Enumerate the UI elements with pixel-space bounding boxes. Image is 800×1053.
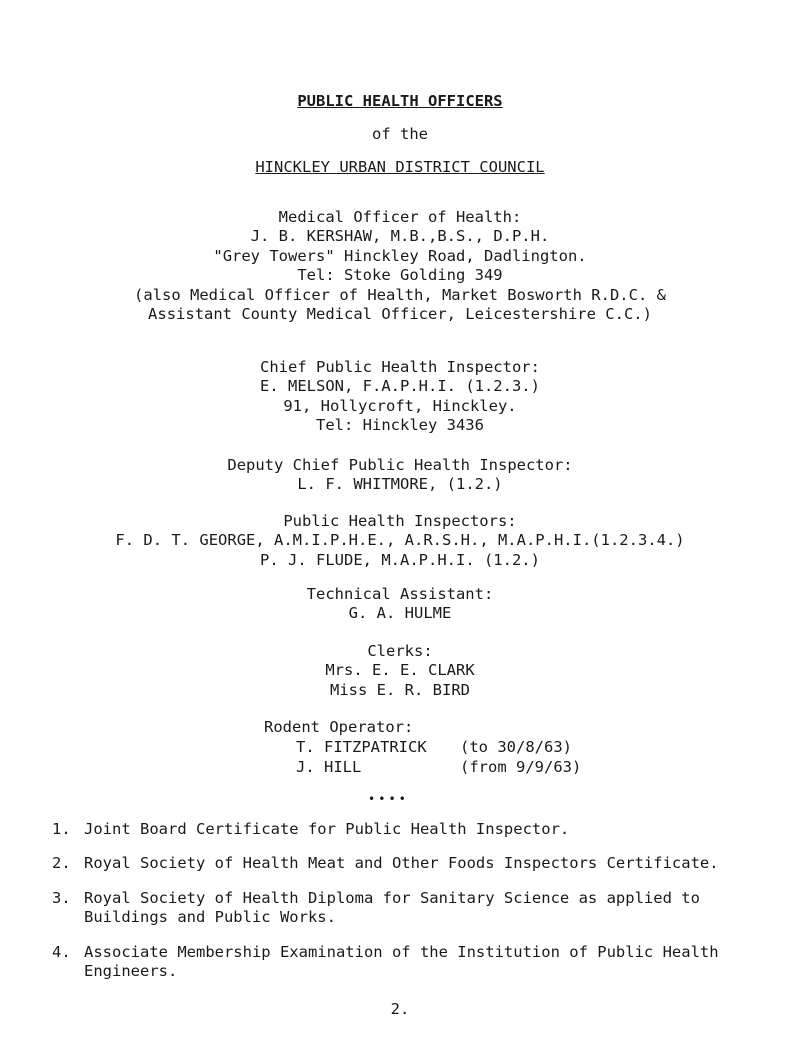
cphi-section xyxy=(0,358,800,436)
phi-name-2: P. J. FLUDE, M.A.P.H.I. (1.2.) xyxy=(260,550,540,569)
deputy-heading: Deputy Chief Public Health Inspector: xyxy=(227,456,573,474)
section-separator: •••• xyxy=(368,792,409,806)
phi-name-1: F. D. T. GEORGE, A.M.I.P.H.E., A.R.S.H., M.A.P.H.I.(1.2.3.4.) xyxy=(115,531,685,550)
tech-heading: Technical Assistant: xyxy=(306,585,494,603)
clerks-section xyxy=(0,642,800,700)
subtitle-of: of the xyxy=(372,125,428,143)
footnote xyxy=(52,820,772,839)
phi-section xyxy=(0,512,800,570)
footnote-text: Royal Society of Health Diploma for Sanitary Science as applied to Buildings and Public Works. xyxy=(84,888,700,927)
phi-heading: Public Health Inspectors: xyxy=(283,512,517,530)
deputy-name: L. F. WHITMORE, (1.2.) xyxy=(297,475,503,494)
footnote-text: Joint Board Certificate for Public Health Inspector. xyxy=(84,820,570,838)
rodent-period-2: (from 9/9/63) xyxy=(460,758,582,776)
clerks-heading: Clerks: xyxy=(367,642,433,660)
footnote-number: 4. xyxy=(52,942,71,961)
footnote-text: Associate Membership Examination of the Institution of Public Health Engineers. xyxy=(84,942,719,980)
footnote-text: Royal Society of Health Meat and Other Foods Inspectors Certificate. xyxy=(84,854,719,873)
page-title: PUBLIC HEALTH OFFICERS xyxy=(297,92,503,110)
rodent-heading: Rodent Operator: xyxy=(264,718,414,736)
cphi-tel: Tel: Hinckley 3436 xyxy=(316,416,484,435)
footnote-number: 3. xyxy=(52,888,71,907)
rodent-name-2: J. HILL xyxy=(296,758,362,776)
council-name: HINCKLEY URBAN DISTRICT COUNCIL xyxy=(255,158,545,176)
clerk-name-1: Mrs. E. E. CLARK xyxy=(325,661,475,680)
footnote-number: 1. xyxy=(52,820,71,838)
clerk-name-2: Miss E. R. BIRD xyxy=(330,680,470,699)
cphi-address: 91, Hollycroft, Hinckley. xyxy=(283,396,517,415)
cphi-name: E. MELSON, F.A.P.H.I. (1.2.3.) xyxy=(260,377,540,396)
moh-address: "Grey Towers" Hinckley Road, Dadlington. xyxy=(213,246,587,265)
rodent-name-1: T. FITZPATRICK xyxy=(296,738,427,756)
footnote-number: 2. xyxy=(52,854,71,873)
tech-section xyxy=(0,585,800,624)
moh-tel: Tel: Stoke Golding 349 xyxy=(297,266,503,285)
moh-heading: Medical Officer of Health: xyxy=(278,208,522,226)
cphi-heading: Chief Public Health Inspector: xyxy=(260,358,540,376)
moh-also-line1: (also Medical Officer of Health, Market Bosworth R.D.C. & xyxy=(134,285,666,304)
rodent-period-1: (to 30/8/63) xyxy=(460,738,572,756)
footnote xyxy=(52,854,772,873)
footnote xyxy=(52,889,772,928)
tech-name: G. A. HULME xyxy=(348,604,452,623)
deputy-section xyxy=(0,456,800,495)
footnotes xyxy=(52,820,772,996)
moh-section xyxy=(0,208,800,324)
footnote xyxy=(52,943,772,982)
page-number: 2. xyxy=(390,1000,410,1018)
moh-name: J. B. KERSHAW, M.B.,B.S., D.P.H. xyxy=(250,227,550,246)
moh-also-line2: Assistant County Medical Officer, Leicestershire C.C.) xyxy=(148,304,652,323)
